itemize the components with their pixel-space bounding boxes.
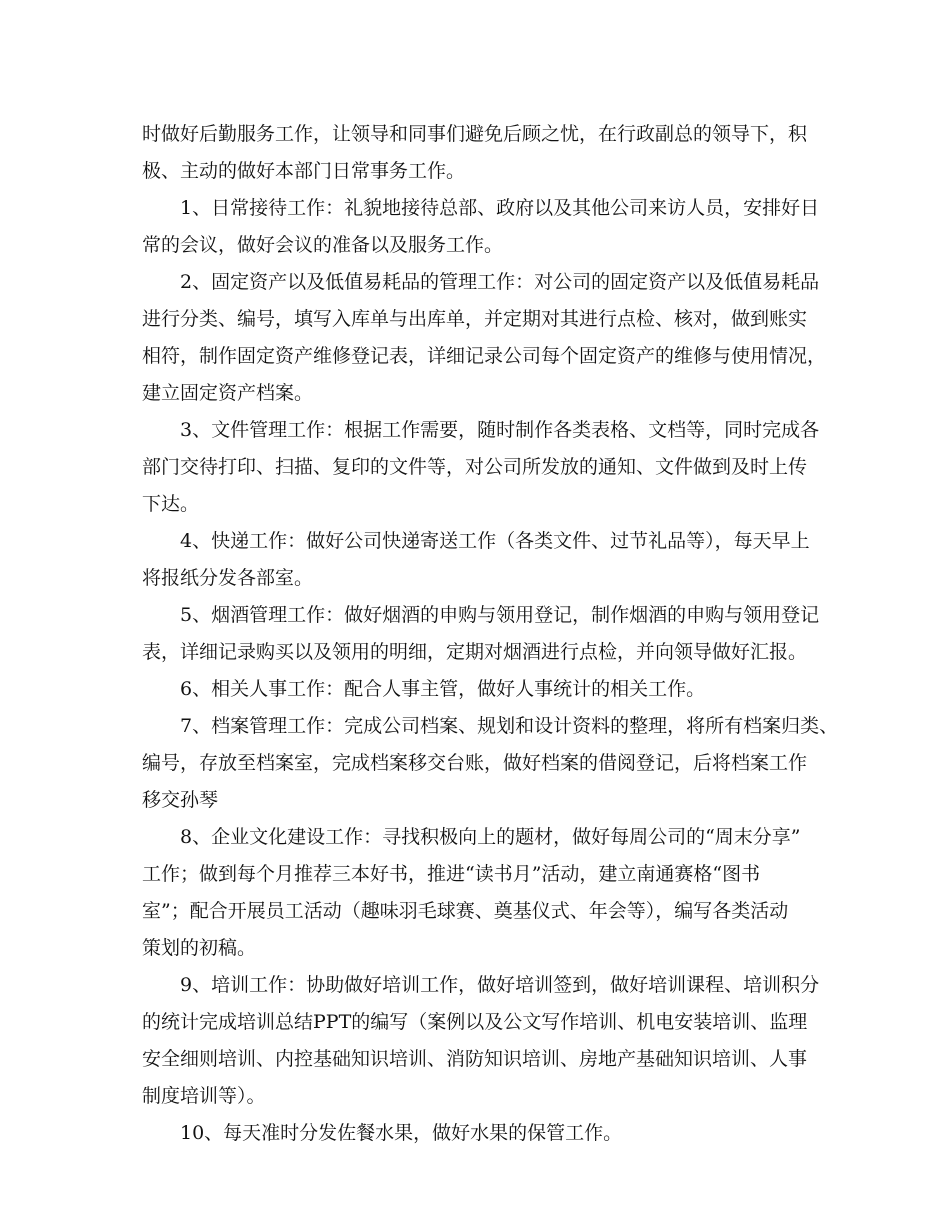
paragraph-first-line: 4、快递工作：做好公司快递寄送工作（各类文件、过节礼品等），每天早上 xyxy=(180,530,810,552)
text-line: 工作；做到每个月推荐三本好书，推进“读书月”活动，建立南通赛格“图书 xyxy=(142,863,761,885)
text-line: 进行分类、编号，填写入库单与出库单，并定期对其进行点检、核对，做到账实 xyxy=(142,308,808,330)
text-line: 表，详细记录购买以及领用的明细，定期对烟酒进行点检，并向领导做好汇报。 xyxy=(142,641,808,663)
text-line: 常的会议，做好会议的准备以及服务工作。 xyxy=(142,234,504,256)
text-line: 的统计完成培训总结PPT的编写（案例以及公文写作培训、机电安装培训、监理 xyxy=(142,1011,808,1033)
paragraph-first-line: 6、相关人事工作：配合人事主管，做好人事统计的相关工作。 xyxy=(180,678,706,700)
text-line: 极、主动的做好本部门日常事务工作。 xyxy=(142,160,466,182)
text-line: 室”；配合开展员工活动（趣味羽毛球赛、奠基仪式、年会等），编写各类活动 xyxy=(142,900,789,922)
text-line: 移交孙琴 xyxy=(142,789,219,811)
paragraph-first-line: 7、档案管理工作：完成公司档案、规划和设计资料的整理，将所有档案归类、 xyxy=(180,715,839,737)
text-line: 时做好后勤服务工作，让领导和同事们避免后顾之忧，在行政副总的领导下，积 xyxy=(142,123,808,145)
text-line: 将报纸分发各部室。 xyxy=(142,567,314,589)
paragraph-first-line: 8、企业文化建设工作：寻找积极向上的题材，做好每周公司的“周末分享” xyxy=(180,826,801,848)
text-line: 编号，存放至档案室，完成档案移交台账，做好档案的借阅登记，后将档案工作 xyxy=(142,752,808,774)
paragraph-first-line: 9、培训工作：协助做好培训工作，做好培训签到，做好培训课程、培训积分 xyxy=(180,974,820,996)
paragraph-first-line: 2、固定资产以及低值易耗品的管理工作：对公司的固定资产以及低值易耗品 xyxy=(180,271,820,293)
text-line: 部门交待打印、扫描、复印的文件等，对公司所发放的通知、文件做到及时上传 xyxy=(142,456,808,478)
text-line: 相符，制作固定资产维修登记表，详细记录公司每个固定资产的维修与使用情况， xyxy=(142,345,827,367)
paragraph-first-line: 1、日常接待工作：礼貌地接待总部、政府以及其他公司来访人员，安排好日 xyxy=(180,197,820,219)
text-line: 安全细则培训、内控基础知识培训、消防知识培训、房地产基础知识培训、人事 xyxy=(142,1048,808,1070)
text-line: 策划的初稿。 xyxy=(142,937,257,959)
document-body xyxy=(142,116,839,1152)
text-line: 下达。 xyxy=(142,493,200,515)
paragraph-first-line: 3、文件管理工作：根据工作需要，随时制作各类表格、文档等，同时完成各 xyxy=(180,419,820,441)
paragraph-first-line: 10、每天准时分发佐餐水果，做好水果的保管工作。 xyxy=(180,1122,623,1144)
paragraph-first-line: 5、烟酒管理工作：做好烟酒的申购与领用登记，制作烟酒的申购与领用登记 xyxy=(180,604,820,626)
text-line: 建立固定资产档案。 xyxy=(142,382,314,404)
text-line: 制度培训等）。 xyxy=(142,1085,266,1107)
